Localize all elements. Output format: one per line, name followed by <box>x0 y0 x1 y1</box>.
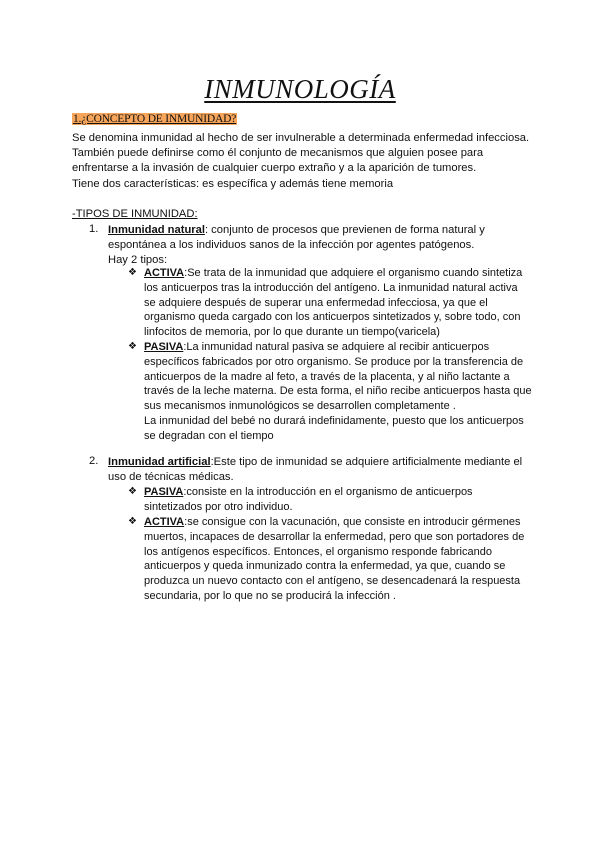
natural-immunity-item <box>108 223 528 267</box>
types-count: Hay 2 tipos: <box>108 253 168 266</box>
list-number: 2. <box>89 455 99 467</box>
intro-line: Se denomina inmunidad al hecho de ser invulnerable a determinada enfermedad infecciosa. <box>72 132 530 144</box>
term-artificial: Inmunidad artificial <box>108 456 211 468</box>
intro-line: También puede definirse como él conjunto de mecanismos que alguien posee para <box>72 147 484 160</box>
natural-definition: : conjunto de procesos que previenen de forma natural y espontánea a los individuos sanos de la infección por agentes patógenos. <box>108 224 485 251</box>
artificial-activa-bullet <box>144 515 528 604</box>
diamond-bullet-icon: ❖ <box>128 486 137 497</box>
term-activa: ACTIVA <box>144 267 185 279</box>
term-pasiva: PASIVA <box>144 341 184 353</box>
page-title: INMUNOLOGÍA <box>204 74 396 104</box>
list-number: 1. <box>89 223 99 235</box>
artificial-definition: :Este tipo de inmunidad se adquiere artificialmente mediante el uso de técnicas médicas. <box>108 456 523 483</box>
artificial-pasiva-bullet <box>144 485 514 515</box>
intro-line: enfrentarse a la invasión de cualquier cuerpo extraño y a la aparición de tumores. <box>72 162 477 175</box>
term-activa: ACTIVA <box>144 516 185 528</box>
artificial-immunity-item <box>108 455 523 485</box>
term-pasiva: PASIVA <box>144 486 184 498</box>
intro-paragraph <box>72 131 542 192</box>
activa-description: :Se trata de la inmunidad que adquiere el organismo cuando sintetiza los anticuerpos tras la introducción del antígeno. La inmunidad natural activa se adquiere después de superar una enfermedad infecciosa, ya que el organismo queda cargado con los anticuerpos sintetizados y, sobre todo, con linfocitos de memoria, por lo que durante un tiempo(varicela) <box>144 267 523 339</box>
types-heading: -TIPOS DE INMUNIDAD: <box>72 208 198 220</box>
diamond-bullet-icon: ❖ <box>128 516 137 527</box>
section-heading-concept: 1.¿CONCEPTO DE INMUNIDAD? <box>73 113 237 125</box>
diamond-bullet-icon: ❖ <box>128 341 137 352</box>
pasiva-note: La inmunidad del bebé no durará indefinidamente, puesto que los anticuerpos se degradan con el tiempo <box>144 414 524 442</box>
artificial-activa-description: :se consigue con la vacunación, que consiste en introducir gérmenes muertos, incapaces de desarrollar la enfermedad, pero que son portadores de los antígenos específicos. Entonces, el organismo responde fabricando anticuerpos y queda inmunizado contra la enfermedad, ya que, cuando se produzca un nuevo contacto con el antígeno, se desencadenará la respuesta secundaria, por lo que no se producirá la infección . <box>144 516 525 602</box>
intro-line: Tiene dos características: es específica y además tiene memoria <box>72 177 394 190</box>
natural-pasiva-bullet <box>144 340 532 444</box>
natural-activa-bullet <box>144 266 526 340</box>
term-natural: Inmunidad natural <box>108 224 205 236</box>
diamond-bullet-icon: ❖ <box>128 267 137 278</box>
artificial-pasiva-description: :consiste en la introducción en el organismo de anticuerpos sintetizados por otro individuo. <box>144 486 473 513</box>
pasiva-description: :La inmunidad natural pasiva se adquiere al recibir anticuerpos específicos fabricados por otro organismo. Se produce por la transferencia de anticuerpos de la madre al feto, a través de la placenta, y al niño lactante a través de la leche materna. De esta forma, el niño recibe anticuerpos hasta que sus mecanismos inmunológicos se desarrollen completamente . <box>144 341 532 413</box>
